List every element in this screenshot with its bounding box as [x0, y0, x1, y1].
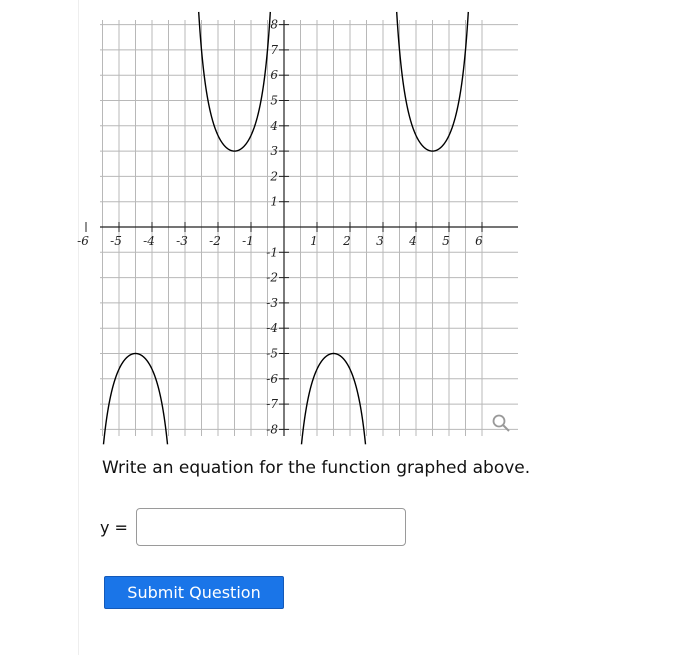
y-tick-label: -3: [266, 295, 278, 310]
x-tick-label: -6: [77, 234, 89, 248]
y-tick-label: 1: [270, 194, 278, 209]
x-tick-label: -1: [242, 234, 254, 248]
y-tick-label: 5: [270, 93, 278, 108]
y-tick-label: 7: [270, 42, 278, 57]
y-tick-label: 2: [270, 169, 278, 184]
x-tick-label: -5: [110, 234, 122, 248]
y-tick-label: 6: [270, 68, 278, 83]
x-tick-label: 6: [475, 234, 483, 248]
function-graph: [77, 17, 518, 437]
x-tick-label: 2: [343, 234, 351, 248]
y-tick-label: 3: [270, 144, 278, 159]
question-prompt: Write an equation for the function graphed above.: [102, 458, 531, 478]
y-tick-label: -4: [266, 321, 278, 336]
left-divider: [78, 0, 79, 655]
answer-label: y =: [100, 517, 128, 537]
y-tick-label: -5: [266, 346, 278, 361]
x-tick-label: 3: [376, 234, 384, 248]
magnifier-icon[interactable]: [494, 416, 510, 432]
y-tick-label: 8: [270, 17, 278, 32]
y-tick-label: -8: [266, 422, 278, 437]
y-tick-label: -7: [266, 397, 278, 412]
function-curves: [103, 12, 468, 444]
x-tick-label: -4: [143, 234, 155, 248]
answer-row: [100, 506, 406, 548]
y-tick-label: 4: [270, 118, 278, 133]
x-tick-label: 1: [310, 234, 318, 248]
x-tick-label: 4: [409, 234, 417, 248]
y-tick-label: -1: [266, 245, 278, 260]
x-tick-label: -3: [176, 234, 188, 248]
answer-input[interactable]: [136, 508, 406, 546]
x-tick-label: -2: [209, 234, 221, 248]
axes: [100, 17, 518, 436]
grid-lines: [100, 17, 518, 436]
y-tick-label: -2: [266, 270, 278, 285]
x-tick-label: 5: [442, 234, 450, 248]
submit-question-button[interactable]: Submit Question: [104, 576, 284, 609]
graph-svg: [77, 17, 518, 437]
y-tick-label: -6: [266, 371, 278, 386]
